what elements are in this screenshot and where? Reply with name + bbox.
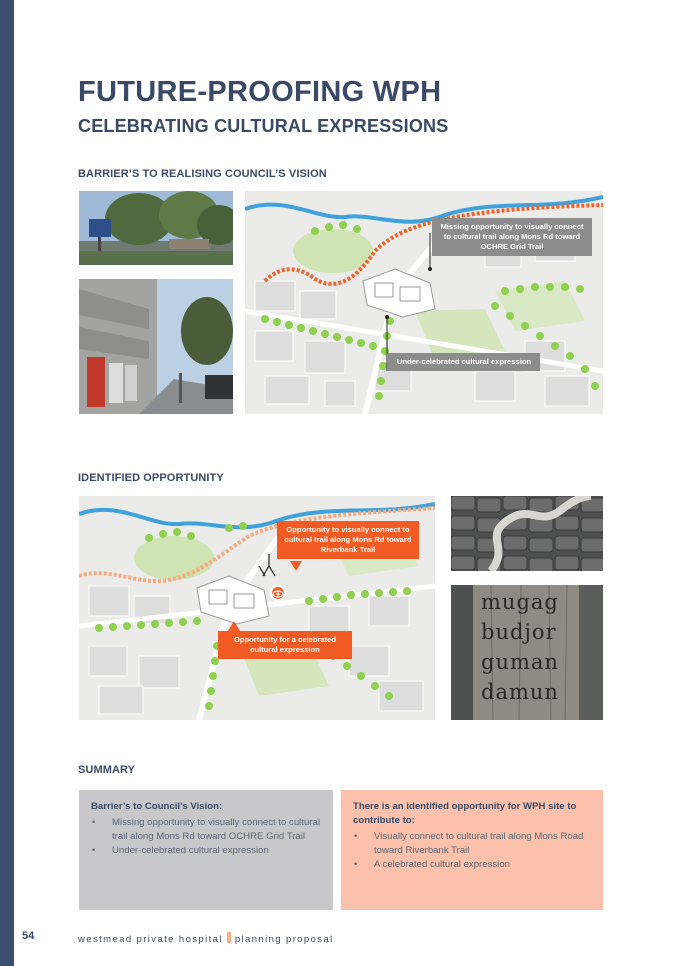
footer-left-text: westmead private hospital: [78, 934, 223, 945]
footer-text: [78, 932, 334, 945]
callout-pointer: [228, 621, 240, 631]
carved-word: mugag: [481, 590, 559, 614]
page-number: 54: [22, 930, 35, 942]
street-trees-photo: [79, 191, 233, 265]
side-accent-bar: [0, 0, 14, 966]
summary-opportunity-list: [353, 830, 591, 872]
list-item: • Under-celebrated cultural expression: [91, 844, 321, 858]
callout-under-celebrated: Under-celebrated cultural expression: [388, 353, 540, 371]
list-item: • Visually connect to cultural trail along Mons Road toward Riverbank Trail: [353, 830, 591, 858]
callout-visual-connection: Opportunity to visually connect to cultural trail along Mons Rd toward Riverbank Trail: [277, 521, 419, 559]
summary-barriers-title: Barrier’s to Council’s Vision:: [91, 801, 223, 812]
callout-celebrated-expression: Opportunity for a celebrated cultural expression: [218, 631, 352, 659]
list-item: • A celebrated cultural expression: [353, 858, 591, 872]
carved-word: budjor: [481, 620, 557, 644]
footer-right-text: planning proposal: [234, 934, 334, 945]
carved-word: damun: [481, 680, 559, 704]
summary-barriers-box: [79, 790, 333, 910]
eye-marker-icon: [270, 585, 286, 601]
summary-opportunity-title: There is an identified opportunity for WPH site to contribute to:: [353, 801, 577, 826]
building-street-photo: [79, 279, 233, 414]
summary-barriers-list: [91, 816, 321, 858]
callout-missing-opportunity: Missing opportunity to visually connect to cultural trail along Mons Rd toward OCHRE Grid Trail: [432, 218, 592, 256]
opportunity-heading: IDENTIFIED OPPORTUNITY: [78, 472, 224, 484]
page-title: FUTURE-PROOFING WPH: [78, 76, 442, 108]
footer-separator: [227, 932, 231, 943]
callout-pointer: [290, 561, 302, 571]
barriers-heading: BARRIER’S TO REALISING COUNCIL’S VISION: [78, 168, 327, 180]
cultural-paving-photo: [451, 496, 603, 571]
page-subtitle: CELEBRATING CULTURAL EXPRESSIONS: [78, 116, 449, 136]
summary-opportunity-box: [341, 790, 603, 910]
carved-pole-photo: [451, 585, 603, 720]
summary-heading: SUMMARY: [78, 764, 136, 776]
list-item: • Missing opportunity to visually connect to cultural trail along Mons Rd toward OCHRE Grid Trail: [91, 816, 321, 844]
carved-word: guman: [481, 650, 559, 674]
